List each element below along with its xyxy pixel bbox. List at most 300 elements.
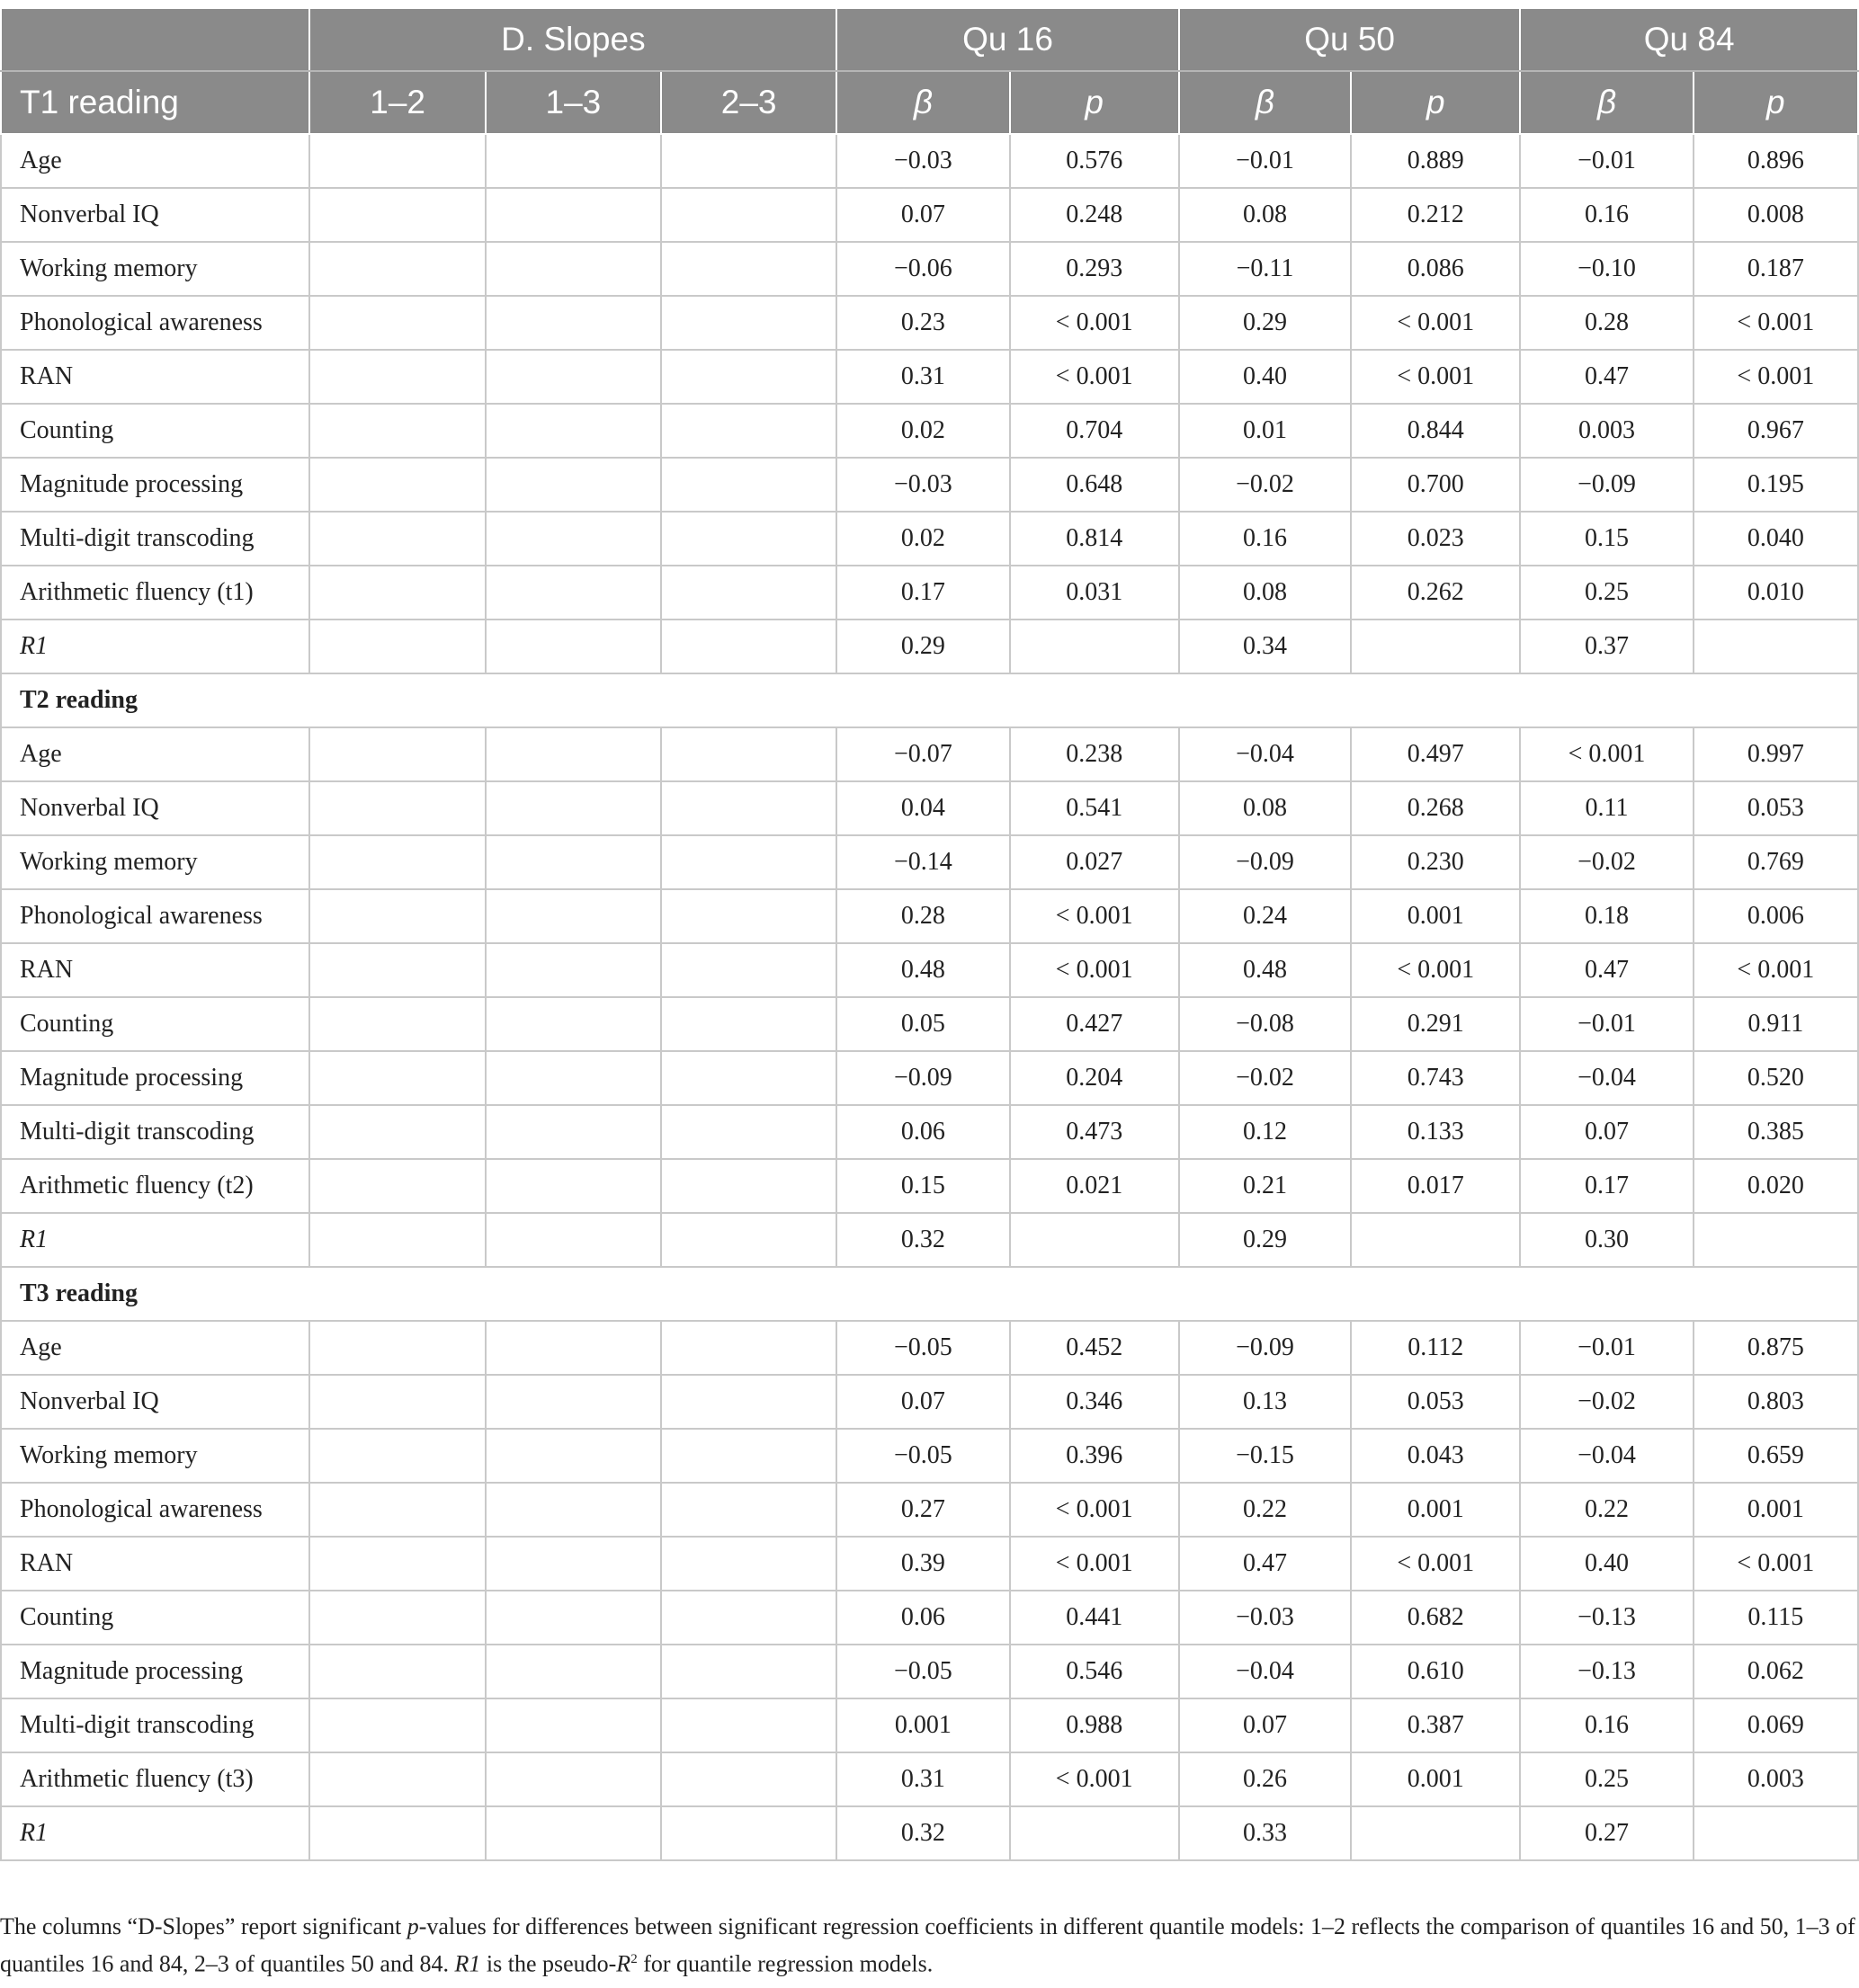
header-q84-p: p [1694, 71, 1858, 134]
q84-beta-cell: 0.22 [1520, 1483, 1693, 1537]
q84-p-cell: 0.187 [1694, 242, 1858, 296]
slope-1-3-cell [486, 835, 661, 889]
q50-p-cell: 0.001 [1351, 1752, 1520, 1806]
q50-p-cell [1351, 1806, 1520, 1860]
slope-2-3-cell [661, 1429, 836, 1483]
header-q50-beta: β [1179, 71, 1351, 134]
header-q50-p: p [1351, 71, 1520, 134]
slope-1-2-cell [309, 727, 485, 781]
slope-1-2-cell [309, 1429, 485, 1483]
predictor-label: Nonverbal IQ [1, 781, 309, 835]
q50-p-cell: 0.610 [1351, 1645, 1520, 1698]
slope-2-3-cell [661, 1051, 836, 1105]
q84-beta-cell: 0.15 [1520, 512, 1693, 566]
q84-p-cell: < 0.001 [1694, 296, 1858, 350]
predictor-label: Age [1, 727, 309, 781]
table-row [1, 404, 1858, 458]
q16-p-cell: 0.704 [1010, 404, 1179, 458]
q84-p-cell: 0.010 [1694, 566, 1858, 620]
q16-beta-cell: 0.23 [836, 296, 1009, 350]
predictor-label: Working memory [1, 835, 309, 889]
slope-1-3-cell [486, 997, 661, 1051]
slope-1-3-cell [486, 781, 661, 835]
slope-2-3-cell [661, 134, 836, 188]
q50-p-cell [1351, 620, 1520, 673]
q84-beta-cell: 0.18 [1520, 889, 1693, 943]
table-row [1, 620, 1858, 673]
q84-beta-cell: 0.25 [1520, 566, 1693, 620]
table-row [1, 566, 1858, 620]
q16-beta-cell: −0.05 [836, 1429, 1009, 1483]
q84-beta-cell: −0.02 [1520, 1375, 1693, 1429]
q50-beta-cell: 0.21 [1179, 1159, 1351, 1213]
q16-beta-cell: 0.17 [836, 566, 1009, 620]
q84-p-cell: 0.769 [1694, 835, 1858, 889]
slope-1-2-cell [309, 1591, 485, 1645]
q16-p-cell: < 0.001 [1010, 1537, 1179, 1591]
section-header-row [1, 1267, 1858, 1321]
slope-1-2-cell [309, 512, 485, 566]
slope-1-3-cell [486, 889, 661, 943]
section-title: T3 reading [1, 1267, 1858, 1321]
slope-1-2-cell [309, 458, 485, 512]
q50-p-cell: 0.053 [1351, 1375, 1520, 1429]
q16-beta-cell: −0.03 [836, 134, 1009, 188]
q16-p-cell: 0.988 [1010, 1698, 1179, 1752]
slope-1-3-cell [486, 350, 661, 404]
q84-beta-cell: −0.09 [1520, 458, 1693, 512]
q84-p-cell [1694, 1213, 1858, 1267]
q84-p-cell: 0.053 [1694, 781, 1858, 835]
slope-1-2-cell [309, 1321, 485, 1375]
q16-p-cell: 0.441 [1010, 1591, 1179, 1645]
slope-2-3-cell [661, 1213, 836, 1267]
q16-beta-cell: −0.09 [836, 1051, 1009, 1105]
q50-p-cell: 0.023 [1351, 512, 1520, 566]
slope-1-3-cell [486, 404, 661, 458]
q16-beta-cell: 0.32 [836, 1213, 1009, 1267]
slope-1-3-cell [486, 296, 661, 350]
predictor-label: R1 [1, 620, 309, 673]
q84-beta-cell: 0.11 [1520, 781, 1693, 835]
slope-2-3-cell [661, 296, 836, 350]
header-qu16: Qu 16 [836, 8, 1179, 71]
slope-2-3-cell [661, 1321, 836, 1375]
q16-beta-cell: 0.31 [836, 1752, 1009, 1806]
table-row [1, 296, 1858, 350]
q50-beta-cell: 0.12 [1179, 1105, 1351, 1159]
q16-beta-cell: 0.28 [836, 889, 1009, 943]
table-row [1, 1698, 1858, 1752]
results-table-container [0, 7, 1859, 1861]
header-d-slopes: D. Slopes [309, 8, 836, 71]
q50-beta-cell: 0.16 [1179, 512, 1351, 566]
table-row [1, 889, 1858, 943]
q84-beta-cell: −0.01 [1520, 1321, 1693, 1375]
predictor-label: RAN [1, 1537, 309, 1591]
q16-beta-cell: 0.32 [836, 1806, 1009, 1860]
q16-beta-cell: 0.15 [836, 1159, 1009, 1213]
q50-p-cell: 0.001 [1351, 1483, 1520, 1537]
q16-p-cell: < 0.001 [1010, 350, 1179, 404]
q16-p-cell: 0.204 [1010, 1051, 1179, 1105]
quantile-regression-table [0, 7, 1859, 1861]
q50-p-cell: 0.387 [1351, 1698, 1520, 1752]
table-row [1, 1806, 1858, 1860]
table-row [1, 727, 1858, 781]
q50-beta-cell: −0.04 [1179, 1645, 1351, 1698]
q16-beta-cell: 0.39 [836, 1537, 1009, 1591]
predictor-label: Counting [1, 404, 309, 458]
q50-beta-cell: 0.08 [1179, 188, 1351, 242]
q16-p-cell: < 0.001 [1010, 1483, 1179, 1537]
slope-1-3-cell [486, 1645, 661, 1698]
q16-p-cell: 0.021 [1010, 1159, 1179, 1213]
slope-1-3-cell [486, 620, 661, 673]
slope-2-3-cell [661, 242, 836, 296]
q16-beta-cell: 0.06 [836, 1105, 1009, 1159]
q84-beta-cell: −0.01 [1520, 997, 1693, 1051]
table-row [1, 1105, 1858, 1159]
q16-beta-cell: 0.001 [836, 1698, 1009, 1752]
q16-beta-cell: −0.03 [836, 458, 1009, 512]
predictor-label: Age [1, 134, 309, 188]
slope-1-2-cell [309, 997, 485, 1051]
slope-2-3-cell [661, 1483, 836, 1537]
q50-beta-cell: 0.40 [1179, 350, 1351, 404]
predictor-label: Arithmetic fluency (t1) [1, 566, 309, 620]
q50-beta-cell: 0.47 [1179, 1537, 1351, 1591]
q16-beta-cell: −0.14 [836, 835, 1009, 889]
slope-1-3-cell [486, 1321, 661, 1375]
q50-p-cell: 0.497 [1351, 727, 1520, 781]
slope-2-3-cell [661, 1806, 836, 1860]
slope-2-3-cell [661, 566, 836, 620]
slope-1-3-cell [486, 188, 661, 242]
q84-beta-cell: −0.10 [1520, 242, 1693, 296]
q84-p-cell: 0.520 [1694, 1051, 1858, 1105]
q84-beta-cell: −0.04 [1520, 1429, 1693, 1483]
slope-2-3-cell [661, 1159, 836, 1213]
slope-1-2-cell [309, 350, 485, 404]
slope-2-3-cell [661, 997, 836, 1051]
predictor-label: Arithmetic fluency (t2) [1, 1159, 309, 1213]
q16-p-cell: < 0.001 [1010, 889, 1179, 943]
slope-2-3-cell [661, 1105, 836, 1159]
q84-p-cell: 0.001 [1694, 1483, 1858, 1537]
q84-beta-cell: 0.28 [1520, 296, 1693, 350]
q50-p-cell: 0.700 [1351, 458, 1520, 512]
q50-beta-cell: −0.01 [1179, 134, 1351, 188]
q16-beta-cell: 0.02 [836, 404, 1009, 458]
q50-beta-cell: 0.29 [1179, 1213, 1351, 1267]
q50-beta-cell: −0.02 [1179, 1051, 1351, 1105]
slope-1-2-cell [309, 835, 485, 889]
predictor-label: Working memory [1, 242, 309, 296]
predictor-label: RAN [1, 943, 309, 997]
slope-2-3-cell [661, 1645, 836, 1698]
q84-p-cell: 0.040 [1694, 512, 1858, 566]
q50-p-cell: 0.133 [1351, 1105, 1520, 1159]
q84-beta-cell: 0.30 [1520, 1213, 1693, 1267]
q16-p-cell: 0.031 [1010, 566, 1179, 620]
q50-p-cell: 0.212 [1351, 188, 1520, 242]
slope-2-3-cell [661, 188, 836, 242]
section-title: T2 reading [1, 673, 1858, 727]
table-row [1, 943, 1858, 997]
q84-beta-cell: < 0.001 [1520, 727, 1693, 781]
q84-p-cell: 0.008 [1694, 188, 1858, 242]
header-t1-reading: T1 reading [1, 71, 309, 134]
q16-p-cell: 0.546 [1010, 1645, 1179, 1698]
q16-p-cell [1010, 1213, 1179, 1267]
q84-beta-cell: −0.04 [1520, 1051, 1693, 1105]
q50-beta-cell: 0.01 [1179, 404, 1351, 458]
q84-beta-cell: −0.13 [1520, 1645, 1693, 1698]
table-row [1, 134, 1858, 188]
header-q16-p: p [1010, 71, 1179, 134]
q16-p-cell: < 0.001 [1010, 1752, 1179, 1806]
q50-p-cell: < 0.001 [1351, 1537, 1520, 1591]
slope-1-3-cell [486, 1591, 661, 1645]
predictor-label: Arithmetic fluency (t3) [1, 1752, 309, 1806]
slope-1-3-cell [486, 242, 661, 296]
slope-1-2-cell [309, 1752, 485, 1806]
slope-2-3-cell [661, 1698, 836, 1752]
q84-p-cell: 0.967 [1694, 404, 1858, 458]
q84-p-cell: 0.020 [1694, 1159, 1858, 1213]
q16-beta-cell: 0.31 [836, 350, 1009, 404]
q84-beta-cell: 0.40 [1520, 1537, 1693, 1591]
slope-1-2-cell [309, 1645, 485, 1698]
q16-p-cell: 0.541 [1010, 781, 1179, 835]
q84-p-cell: 0.997 [1694, 727, 1858, 781]
predictor-label: Phonological awareness [1, 1483, 309, 1537]
q50-p-cell: 0.017 [1351, 1159, 1520, 1213]
slope-1-2-cell [309, 404, 485, 458]
q50-beta-cell: −0.09 [1179, 835, 1351, 889]
q50-beta-cell: −0.15 [1179, 1429, 1351, 1483]
slope-1-3-cell [486, 1806, 661, 1860]
q50-beta-cell: 0.33 [1179, 1806, 1351, 1860]
q84-p-cell: 0.069 [1694, 1698, 1858, 1752]
q84-beta-cell: 0.37 [1520, 620, 1693, 673]
q16-p-cell: 0.576 [1010, 134, 1179, 188]
q50-p-cell: 0.268 [1351, 781, 1520, 835]
q16-p-cell: 0.427 [1010, 997, 1179, 1051]
q16-p-cell: 0.814 [1010, 512, 1179, 566]
q16-beta-cell: 0.48 [836, 943, 1009, 997]
predictor-label: Multi-digit transcoding [1, 1698, 309, 1752]
q16-p-cell: 0.346 [1010, 1375, 1179, 1429]
q84-p-cell: 0.115 [1694, 1591, 1858, 1645]
q16-beta-cell: 0.02 [836, 512, 1009, 566]
q50-p-cell [1351, 1213, 1520, 1267]
q50-beta-cell: 0.13 [1179, 1375, 1351, 1429]
q50-p-cell: 0.291 [1351, 997, 1520, 1051]
q50-beta-cell: −0.03 [1179, 1591, 1351, 1645]
q84-p-cell: 0.803 [1694, 1375, 1858, 1429]
slope-2-3-cell [661, 943, 836, 997]
slope-1-2-cell [309, 1105, 485, 1159]
q84-beta-cell: 0.16 [1520, 1698, 1693, 1752]
slope-1-3-cell [486, 134, 661, 188]
q84-p-cell: 0.006 [1694, 889, 1858, 943]
slope-1-2-cell [309, 1159, 485, 1213]
predictor-label: Working memory [1, 1429, 309, 1483]
slope-1-2-cell [309, 889, 485, 943]
q50-beta-cell: 0.22 [1179, 1483, 1351, 1537]
q50-beta-cell: 0.24 [1179, 889, 1351, 943]
q16-beta-cell: −0.05 [836, 1321, 1009, 1375]
q16-p-cell: 0.293 [1010, 242, 1179, 296]
q50-p-cell: < 0.001 [1351, 296, 1520, 350]
predictor-label: Nonverbal IQ [1, 188, 309, 242]
slope-1-2-cell [309, 1698, 485, 1752]
q16-beta-cell: 0.27 [836, 1483, 1009, 1537]
section-header-row [1, 673, 1858, 727]
q84-p-cell [1694, 1806, 1858, 1860]
q16-p-cell: < 0.001 [1010, 296, 1179, 350]
slope-1-3-cell [486, 1483, 661, 1537]
slope-1-2-cell [309, 1537, 485, 1591]
table-row [1, 1321, 1858, 1375]
q84-p-cell: < 0.001 [1694, 943, 1858, 997]
q84-beta-cell: 0.003 [1520, 404, 1693, 458]
predictor-label: Counting [1, 1591, 309, 1645]
q84-p-cell: 0.911 [1694, 997, 1858, 1051]
slope-2-3-cell [661, 1591, 836, 1645]
q16-p-cell: 0.452 [1010, 1321, 1179, 1375]
slope-1-3-cell [486, 1752, 661, 1806]
q16-p-cell: 0.396 [1010, 1429, 1179, 1483]
slope-2-3-cell [661, 458, 836, 512]
slope-2-3-cell [661, 781, 836, 835]
q50-p-cell: 0.682 [1351, 1591, 1520, 1645]
slope-1-3-cell [486, 1537, 661, 1591]
table-row [1, 1051, 1858, 1105]
slope-2-3-cell [661, 889, 836, 943]
slope-1-3-cell [486, 566, 661, 620]
q84-beta-cell: 0.47 [1520, 350, 1693, 404]
q50-beta-cell: 0.08 [1179, 781, 1351, 835]
header-slope-1-3: 1–3 [486, 71, 661, 134]
q16-beta-cell: 0.07 [836, 1375, 1009, 1429]
q16-p-cell [1010, 1806, 1179, 1860]
q50-beta-cell: 0.48 [1179, 943, 1351, 997]
header-qu84: Qu 84 [1520, 8, 1858, 71]
table-row [1, 1213, 1858, 1267]
header-slope-2-3: 2–3 [661, 71, 836, 134]
q16-beta-cell: 0.05 [836, 997, 1009, 1051]
q16-p-cell: 0.027 [1010, 835, 1179, 889]
table-row [1, 1429, 1858, 1483]
slope-1-3-cell [486, 943, 661, 997]
q84-p-cell: 0.385 [1694, 1105, 1858, 1159]
predictor-label: Multi-digit transcoding [1, 512, 309, 566]
q50-p-cell: < 0.001 [1351, 943, 1520, 997]
q84-beta-cell: 0.16 [1520, 188, 1693, 242]
slope-2-3-cell [661, 1375, 836, 1429]
header-empty-cell [1, 8, 309, 71]
q84-beta-cell: −0.02 [1520, 835, 1693, 889]
slope-1-3-cell [486, 1698, 661, 1752]
q50-beta-cell: −0.09 [1179, 1321, 1351, 1375]
q16-beta-cell: −0.07 [836, 727, 1009, 781]
q84-p-cell: 0.659 [1694, 1429, 1858, 1483]
table-footnote: The columns “D-Slopes” report significant p-values for differences between significant regression coefficients in different quantile models: 1–2 reflects the comparison of quantiles 16 and 50, 1–3 of quantiles 16 and 84, 2–3 of quantiles 50 and 84. R1 is the pseudo-$R^2$ for quantile regression models. [0, 1913, 1855, 1977]
slope-1-3-cell [486, 1213, 661, 1267]
slope-1-3-cell [486, 458, 661, 512]
q50-beta-cell: −0.02 [1179, 458, 1351, 512]
q50-p-cell: 0.262 [1351, 566, 1520, 620]
q84-p-cell: < 0.001 [1694, 1537, 1858, 1591]
header-qu50: Qu 50 [1179, 8, 1521, 71]
slope-1-2-cell [309, 188, 485, 242]
header-q84-beta: β [1520, 71, 1693, 134]
q84-beta-cell: 0.47 [1520, 943, 1693, 997]
q16-p-cell [1010, 620, 1179, 673]
table-row [1, 1752, 1858, 1806]
q16-beta-cell: 0.07 [836, 188, 1009, 242]
slope-1-2-cell [309, 620, 485, 673]
q50-p-cell: 0.844 [1351, 404, 1520, 458]
slope-1-2-cell [309, 296, 485, 350]
slope-1-2-cell [309, 1806, 485, 1860]
header-q16-beta: β [836, 71, 1009, 134]
slope-2-3-cell [661, 1537, 836, 1591]
q50-beta-cell: −0.08 [1179, 997, 1351, 1051]
q16-beta-cell: 0.06 [836, 1591, 1009, 1645]
q50-beta-cell: 0.34 [1179, 620, 1351, 673]
q16-beta-cell: −0.06 [836, 242, 1009, 296]
table-row [1, 458, 1858, 512]
q50-p-cell: 0.889 [1351, 134, 1520, 188]
slope-2-3-cell [661, 350, 836, 404]
table-row [1, 835, 1858, 889]
table-row [1, 781, 1858, 835]
slope-1-3-cell [486, 1429, 661, 1483]
slope-1-3-cell [486, 1051, 661, 1105]
q50-beta-cell: −0.04 [1179, 727, 1351, 781]
slope-1-3-cell [486, 1105, 661, 1159]
table-row [1, 1645, 1858, 1698]
table-row [1, 997, 1858, 1051]
q16-beta-cell: −0.05 [836, 1645, 1009, 1698]
slope-2-3-cell [661, 512, 836, 566]
q84-beta-cell: 0.27 [1520, 1806, 1693, 1860]
predictor-label: Magnitude processing [1, 1051, 309, 1105]
slope-1-2-cell [309, 1051, 485, 1105]
q84-beta-cell: 0.17 [1520, 1159, 1693, 1213]
q84-beta-cell: 0.25 [1520, 1752, 1693, 1806]
predictor-label: R1 [1, 1213, 309, 1267]
q16-p-cell: 0.248 [1010, 188, 1179, 242]
q84-p-cell: < 0.001 [1694, 350, 1858, 404]
table-row [1, 1375, 1858, 1429]
predictor-label: R1 [1, 1806, 309, 1860]
q84-beta-cell: 0.07 [1520, 1105, 1693, 1159]
q16-beta-cell: 0.29 [836, 620, 1009, 673]
predictor-label: RAN [1, 350, 309, 404]
table-row [1, 512, 1858, 566]
slope-1-3-cell [486, 727, 661, 781]
q84-beta-cell: −0.01 [1520, 134, 1693, 188]
slope-2-3-cell [661, 620, 836, 673]
table-row [1, 188, 1858, 242]
q50-beta-cell: 0.07 [1179, 1698, 1351, 1752]
predictor-label: Age [1, 1321, 309, 1375]
